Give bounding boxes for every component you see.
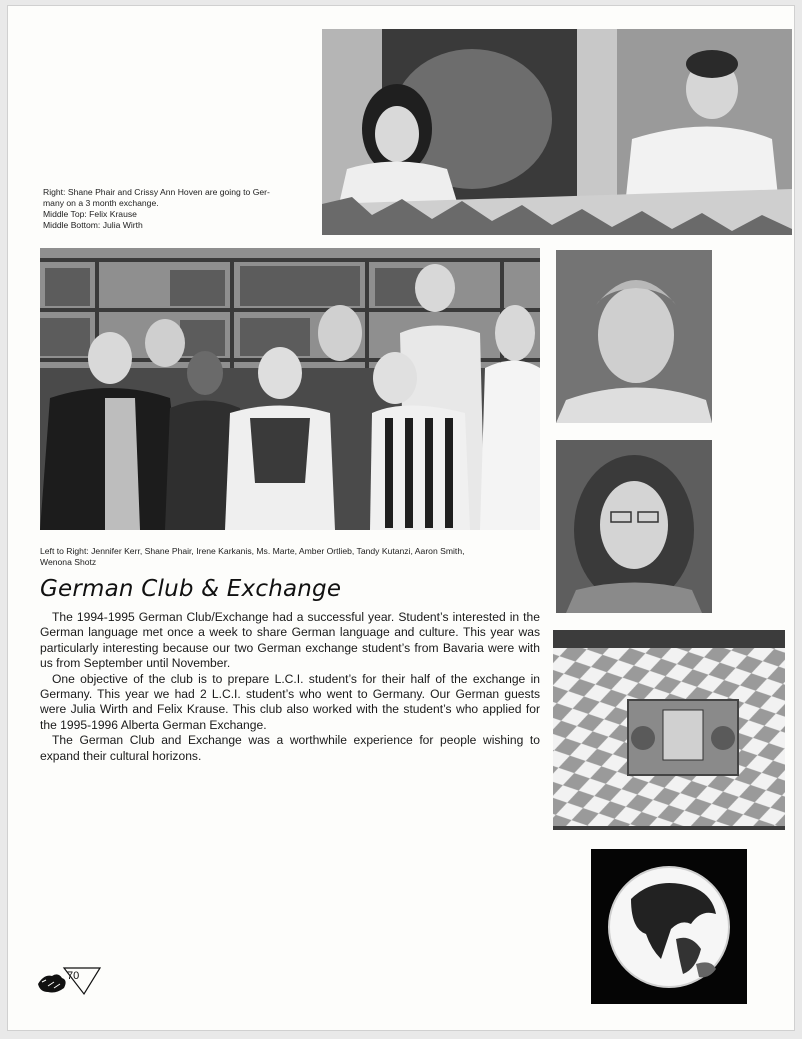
caption-line: Middle Top: Felix Krause xyxy=(43,209,137,219)
globe-graphic xyxy=(591,849,747,1004)
caption-line: Middle Bottom: Julia Wirth xyxy=(43,220,143,230)
photo-group xyxy=(40,248,540,530)
article-paragraph: The German Club and Exchange was a worthwhile experience for people wishing to expand their cultural horizons. xyxy=(40,733,540,763)
article-paragraph: The 1994-1995 German Club/Exchange had a successful year. Student’s interested in the German language met once a week to share German language and culture. This year was particularly interesting because our two German exchange student’s from Bavaria were with us from September until November. xyxy=(40,610,540,671)
group-photo-caption xyxy=(40,546,464,568)
article-body xyxy=(40,610,540,764)
photo-exchange-students xyxy=(322,29,792,235)
caption-line: Left to Right: Jennifer Kerr, Shane Phair, Irene Karkanis, Ms. Marte, Amber Ortlieb, Tandy Kutanzi, Aaron Smith, xyxy=(40,546,465,556)
article-title: German Club & Exchange xyxy=(40,576,342,602)
caption-line: Wenona Shotz xyxy=(40,557,97,567)
article-paragraph: One objective of the club is to prepare L.C.I. student’s for their half of the exchange in Germany. This year we had 2 L.C.I. student’s who went to Germany. Our German guests were Julia Wirth and Felix Krause. This club also worked with the student’s who applied for the 1995-1996 Alberta German Exchange. xyxy=(40,671,540,732)
page-folio xyxy=(34,964,104,998)
photo-julia-wirth xyxy=(556,440,712,613)
photo-felix-krause xyxy=(556,250,712,423)
caption-line: many on a 3 month exchange. xyxy=(43,198,159,208)
page-number: 70 xyxy=(67,970,80,982)
caption-line: Right: Shane Phair and Crissy Ann Hoven are going to Ger- xyxy=(43,187,270,197)
photo-bavarian-flag xyxy=(553,630,785,830)
top-photo-caption xyxy=(43,187,270,231)
